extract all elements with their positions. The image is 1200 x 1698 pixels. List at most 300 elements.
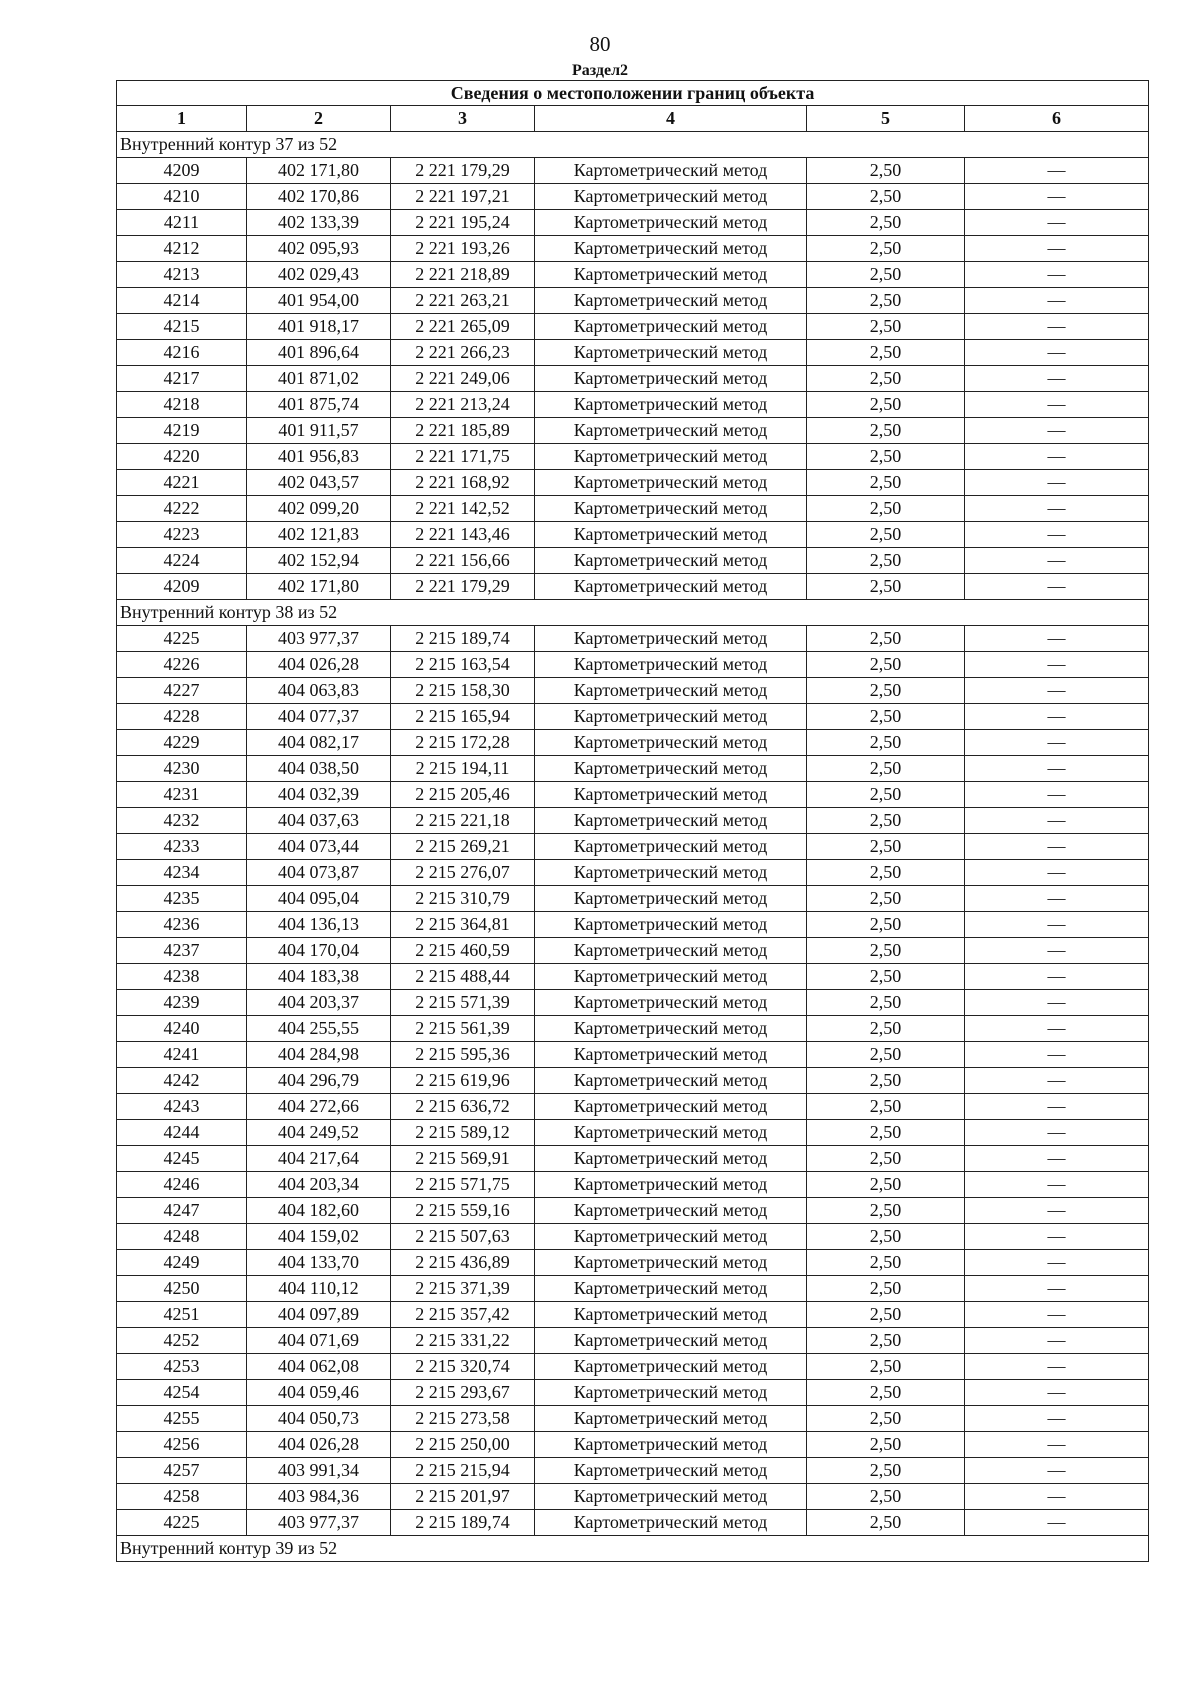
table-cell: 2,50 (807, 1120, 965, 1146)
table-cell: 2 221 266,23 (391, 340, 535, 366)
table-cell: Картометрический метод (535, 1432, 807, 1458)
table-cell: — (965, 808, 1149, 834)
table-cell: 4244 (117, 1120, 247, 1146)
table-cell: — (965, 938, 1149, 964)
table-cell: — (965, 1406, 1149, 1432)
table-row (117, 1068, 1149, 1094)
table-cell: 401 911,57 (247, 418, 391, 444)
contour-group-title: Внутренний контур 38 из 52 (117, 600, 1149, 626)
table-row (117, 1484, 1149, 1510)
table-cell: Картометрический метод (535, 444, 807, 470)
page-number: 80 (589, 32, 611, 56)
table-cell: 2 221 213,24 (391, 392, 535, 418)
table-cell: — (965, 184, 1149, 210)
table-cell: 401 875,74 (247, 392, 391, 418)
table-cell: Картометрический метод (535, 470, 807, 496)
table-cell: 2 215 172,28 (391, 730, 535, 756)
table-cell: Картометрический метод (535, 184, 807, 210)
table-cell: Картометрический метод (535, 678, 807, 704)
table-cell: — (965, 1380, 1149, 1406)
table-cell: 2,50 (807, 1276, 965, 1302)
table-caption-row (117, 81, 1149, 106)
table-cell: 2,50 (807, 236, 965, 262)
table-cell: 2 221 143,46 (391, 522, 535, 548)
table-cell: 4240 (117, 1016, 247, 1042)
table-cell: Картометрический метод (535, 1250, 807, 1276)
table-cell: 402 133,39 (247, 210, 391, 236)
table-cell: Картометрический метод (535, 1380, 807, 1406)
table-cell: 4223 (117, 522, 247, 548)
table-cell: 2,50 (807, 1016, 965, 1042)
table-cell: 4226 (117, 652, 247, 678)
table-cell: 2 215 364,81 (391, 912, 535, 938)
table-row (117, 886, 1149, 912)
table-cell: 4209 (117, 158, 247, 184)
table-cell: Картометрический метод (535, 392, 807, 418)
table-cell: 4246 (117, 1172, 247, 1198)
table-cell: 404 038,50 (247, 756, 391, 782)
table-cell: 2,50 (807, 158, 965, 184)
table-cell: 4228 (117, 704, 247, 730)
table-cell: 2,50 (807, 834, 965, 860)
table-cell: 2 221 265,09 (391, 314, 535, 340)
table-row (117, 1146, 1149, 1172)
table-cell: 4211 (117, 210, 247, 236)
table-cell: Картометрический метод (535, 1172, 807, 1198)
table-cell: — (965, 210, 1149, 236)
table-row (117, 678, 1149, 704)
table-cell: Картометрический метод (535, 626, 807, 652)
table-cell: 404 062,08 (247, 1354, 391, 1380)
table-cell: — (965, 990, 1149, 1016)
table-cell: — (965, 730, 1149, 756)
table-cell: 2 215 569,91 (391, 1146, 535, 1172)
table-row (117, 262, 1149, 288)
table-row (117, 1302, 1149, 1328)
table-cell: 404 037,63 (247, 808, 391, 834)
table-cell: — (965, 340, 1149, 366)
table-row (117, 1432, 1149, 1458)
table-cell: 2,50 (807, 964, 965, 990)
table-cell: Картометрический метод (535, 990, 807, 1016)
table-cell: Картометрический метод (535, 1484, 807, 1510)
table-cell: 403 977,37 (247, 626, 391, 652)
table-cell: — (965, 1328, 1149, 1354)
section-title: Раздел2 (571, 62, 629, 79)
table-cell: — (965, 886, 1149, 912)
table-row (117, 860, 1149, 886)
table-cell: Картометрический метод (535, 886, 807, 912)
table-row (117, 1016, 1149, 1042)
table-row (117, 782, 1149, 808)
table-cell: — (965, 1458, 1149, 1484)
table-cell: 4233 (117, 834, 247, 860)
table-cell: 4225 (117, 1510, 247, 1536)
table-cell: 2 215 436,89 (391, 1250, 535, 1276)
table-cell: — (965, 1354, 1149, 1380)
table-cell: Картометрический метод (535, 860, 807, 886)
table-cell: Картометрический метод (535, 522, 807, 548)
table-cell: 404 026,28 (247, 652, 391, 678)
table-cell: — (965, 964, 1149, 990)
table-cell: 4209 (117, 574, 247, 600)
table-cell: 4222 (117, 496, 247, 522)
table-row (117, 340, 1149, 366)
table-cell: — (965, 678, 1149, 704)
table-cell: 2 215 310,79 (391, 886, 535, 912)
column-number: 3 (391, 106, 535, 132)
table-row (117, 1120, 1149, 1146)
table-cell: 2,50 (807, 1250, 965, 1276)
table-cell: 2 215 189,74 (391, 1510, 535, 1536)
table-cell: 2 221 179,29 (391, 158, 535, 184)
table-cell: 4247 (117, 1198, 247, 1224)
table-cell: 2,50 (807, 1484, 965, 1510)
table-cell: 2 215 619,96 (391, 1068, 535, 1094)
table-cell: 404 059,46 (247, 1380, 391, 1406)
table-cell: — (965, 1224, 1149, 1250)
table-cell: 404 136,13 (247, 912, 391, 938)
table-cell: 2,50 (807, 574, 965, 600)
table-cell: — (965, 314, 1149, 340)
table-cell: 4229 (117, 730, 247, 756)
table-cell: — (965, 1016, 1149, 1042)
table-cell: 402 121,83 (247, 522, 391, 548)
table-cell: Картометрический метод (535, 340, 807, 366)
table-cell: 2 215 636,72 (391, 1094, 535, 1120)
table-cell: 404 159,02 (247, 1224, 391, 1250)
table-row (117, 1198, 1149, 1224)
contour-group-title: Внутренний контур 37 из 52 (117, 132, 1149, 158)
table-row (117, 1406, 1149, 1432)
table-cell: 4255 (117, 1406, 247, 1432)
table-cell: 2 215 460,59 (391, 938, 535, 964)
table-cell: 2,50 (807, 860, 965, 886)
table-cell: 404 073,44 (247, 834, 391, 860)
table-row (117, 652, 1149, 678)
table-cell: 4213 (117, 262, 247, 288)
table-cell: 2,50 (807, 938, 965, 964)
table-cell: 2 221 156,66 (391, 548, 535, 574)
table-row (117, 1250, 1149, 1276)
table-cell: 2 221 195,24 (391, 210, 535, 236)
table-row (117, 184, 1149, 210)
table-row (117, 808, 1149, 834)
table-cell: 4237 (117, 938, 247, 964)
table-row (117, 626, 1149, 652)
table-row (117, 964, 1149, 990)
table-cell: 2 215 331,22 (391, 1328, 535, 1354)
table-row (117, 418, 1149, 444)
table-cell: — (965, 1172, 1149, 1198)
table-row (117, 236, 1149, 262)
table-cell: Картометрический метод (535, 574, 807, 600)
table-cell: — (965, 1484, 1149, 1510)
table-cell: Картометрический метод (535, 548, 807, 574)
table-cell: 4232 (117, 808, 247, 834)
table-cell: 2 215 488,44 (391, 964, 535, 990)
table-row (117, 1224, 1149, 1250)
table-cell: 2,50 (807, 496, 965, 522)
table-cell: 4245 (117, 1146, 247, 1172)
table-cell: 2 221 193,26 (391, 236, 535, 262)
table-row (117, 1458, 1149, 1484)
table-cell: 2,50 (807, 1042, 965, 1068)
table-cell: — (965, 1120, 1149, 1146)
table-cell: 404 296,79 (247, 1068, 391, 1094)
table-cell: 4252 (117, 1328, 247, 1354)
table-row (117, 366, 1149, 392)
table-cell: 2,50 (807, 1302, 965, 1328)
table-cell: 4234 (117, 860, 247, 886)
table-cell: 4225 (117, 626, 247, 652)
table-cell: 2 215 163,54 (391, 652, 535, 678)
table-cell: 2 215 320,74 (391, 1354, 535, 1380)
table-cell: Картометрический метод (535, 730, 807, 756)
column-number: 2 (247, 106, 391, 132)
table-cell: 2 215 595,36 (391, 1042, 535, 1068)
table-cell: Картометрический метод (535, 912, 807, 938)
contour-group-title: Внутренний контур 39 из 52 (117, 1536, 1149, 1562)
table-cell: 2,50 (807, 990, 965, 1016)
table-cell: Картометрический метод (535, 288, 807, 314)
table-cell: 401 871,02 (247, 366, 391, 392)
table-cell: Картометрический метод (535, 1276, 807, 1302)
table-cell: 403 977,37 (247, 1510, 391, 1536)
table-row (117, 314, 1149, 340)
table-row (117, 288, 1149, 314)
table-cell: 401 954,00 (247, 288, 391, 314)
table-cell: 404 063,83 (247, 678, 391, 704)
table-cell: — (965, 236, 1149, 262)
table-cell: 2 215 194,11 (391, 756, 535, 782)
table-cell: — (965, 522, 1149, 548)
table-cell: — (965, 418, 1149, 444)
table-cell: — (965, 288, 1149, 314)
table-cell: 2 215 293,67 (391, 1380, 535, 1406)
table-cell: 2 215 250,00 (391, 1432, 535, 1458)
table-row (117, 470, 1149, 496)
table-cell: Картометрический метод (535, 366, 807, 392)
table-row (117, 210, 1149, 236)
table-cell: 2,50 (807, 1328, 965, 1354)
table-cell: — (965, 1198, 1149, 1224)
table-cell: 2 215 165,94 (391, 704, 535, 730)
table-cell: 404 182,60 (247, 1198, 391, 1224)
table-cell: 2,50 (807, 314, 965, 340)
table-cell: — (965, 158, 1149, 184)
table-cell: — (965, 1146, 1149, 1172)
table-cell: 4236 (117, 912, 247, 938)
table-cell: 2,50 (807, 652, 965, 678)
table-cell: Картометрический метод (535, 496, 807, 522)
table-cell: Картометрический метод (535, 938, 807, 964)
table-cell: Картометрический метод (535, 1510, 807, 1536)
table-cell: Картометрический метод (535, 210, 807, 236)
table-cell: 2,50 (807, 366, 965, 392)
table-cell: 2,50 (807, 1432, 965, 1458)
table-cell: 2,50 (807, 808, 965, 834)
table-row (117, 912, 1149, 938)
table-cell: 4210 (117, 184, 247, 210)
table-cell: 2,50 (807, 730, 965, 756)
table-cell: — (965, 626, 1149, 652)
table-cell: — (965, 1068, 1149, 1094)
contour-group-row (117, 132, 1149, 158)
table-row (117, 1510, 1149, 1536)
table-cell: 4219 (117, 418, 247, 444)
table-cell: 4239 (117, 990, 247, 1016)
table-cell: 2,50 (807, 1354, 965, 1380)
table-cell: 404 249,52 (247, 1120, 391, 1146)
table-cell: 404 217,64 (247, 1146, 391, 1172)
table-cell: 402 029,43 (247, 262, 391, 288)
table-cell: 4242 (117, 1068, 247, 1094)
table-cell: 4238 (117, 964, 247, 990)
table-cell: 4227 (117, 678, 247, 704)
table-cell: 4253 (117, 1354, 247, 1380)
table-cell: Картометрический метод (535, 964, 807, 990)
table-cell: 2 221 263,21 (391, 288, 535, 314)
table-row (117, 938, 1149, 964)
table-cell: 4248 (117, 1224, 247, 1250)
table-cell: 2 221 179,29 (391, 574, 535, 600)
table-cell: Картометрический метод (535, 1458, 807, 1484)
table-cell: 2,50 (807, 1094, 965, 1120)
table-row (117, 392, 1149, 418)
table-cell: 2 221 171,75 (391, 444, 535, 470)
table-row (117, 496, 1149, 522)
table-cell: 4231 (117, 782, 247, 808)
table-cell: 4215 (117, 314, 247, 340)
table-cell: — (965, 912, 1149, 938)
table-cell: 402 099,20 (247, 496, 391, 522)
table-row (117, 834, 1149, 860)
table-cell: 403 984,36 (247, 1484, 391, 1510)
table-cell: 4221 (117, 470, 247, 496)
table-cell: 2,50 (807, 1406, 965, 1432)
table-cell: 403 991,34 (247, 1458, 391, 1484)
table-cell: 4235 (117, 886, 247, 912)
table-cell: 2 221 197,21 (391, 184, 535, 210)
table-cell: 2 215 269,21 (391, 834, 535, 860)
table-cell: 4212 (117, 236, 247, 262)
table-cell: Картометрический метод (535, 158, 807, 184)
table-cell: 4217 (117, 366, 247, 392)
table-cell: — (965, 1302, 1149, 1328)
table-row (117, 548, 1149, 574)
table-cell: 4250 (117, 1276, 247, 1302)
table-row (117, 1172, 1149, 1198)
table-cell: 2,50 (807, 444, 965, 470)
table-cell: 2,50 (807, 678, 965, 704)
table-cell: 2 215 571,75 (391, 1172, 535, 1198)
table-cell: 404 077,37 (247, 704, 391, 730)
table-cell: 404 272,66 (247, 1094, 391, 1120)
table-cell: 402 152,94 (247, 548, 391, 574)
table-caption: Сведения о местоположении границ объекта (117, 81, 1149, 106)
table-row (117, 990, 1149, 1016)
table-cell: 402 171,80 (247, 158, 391, 184)
contour-group-row (117, 1536, 1149, 1562)
table-cell: 2,50 (807, 210, 965, 236)
table-cell: — (965, 574, 1149, 600)
boundary-table (116, 80, 1149, 1562)
table-cell: — (965, 756, 1149, 782)
table-cell: 2 215 371,39 (391, 1276, 535, 1302)
table-row (117, 1380, 1149, 1406)
table-cell: Картометрический метод (535, 1406, 807, 1432)
table-cell: 2,50 (807, 184, 965, 210)
table-cell: 4214 (117, 288, 247, 314)
table-cell: 2,50 (807, 418, 965, 444)
table-cell: — (965, 548, 1149, 574)
column-number: 5 (807, 106, 965, 132)
table-cell: — (965, 1250, 1149, 1276)
table-cell: 2,50 (807, 626, 965, 652)
table-cell: 404 050,73 (247, 1406, 391, 1432)
table-cell: Картометрический метод (535, 808, 807, 834)
table-cell: — (965, 652, 1149, 678)
contour-group-row (117, 600, 1149, 626)
table-cell: 404 110,12 (247, 1276, 391, 1302)
table-cell: 4254 (117, 1380, 247, 1406)
table-cell: 401 918,17 (247, 314, 391, 340)
table-cell: 404 071,69 (247, 1328, 391, 1354)
table-cell: 404 082,17 (247, 730, 391, 756)
table-cell: 2,50 (807, 1198, 965, 1224)
table-cell: 402 171,80 (247, 574, 391, 600)
table-cell: 2,50 (807, 1224, 965, 1250)
table-row (117, 1354, 1149, 1380)
table-cell: Картометрический метод (535, 1120, 807, 1146)
table-cell: 4257 (117, 1458, 247, 1484)
table-cell: Картометрический метод (535, 652, 807, 678)
table-cell: 404 032,39 (247, 782, 391, 808)
table-cell: 404 073,87 (247, 860, 391, 886)
table-row (117, 1276, 1149, 1302)
table-cell: 2 215 357,42 (391, 1302, 535, 1328)
table-cell: 2,50 (807, 262, 965, 288)
table-cell: Картометрический метод (535, 704, 807, 730)
table-row (117, 704, 1149, 730)
table-cell: 4224 (117, 548, 247, 574)
table-row (117, 574, 1149, 600)
table-cell: Картометрический метод (535, 1224, 807, 1250)
table-cell: 402 170,86 (247, 184, 391, 210)
table-cell: 2 221 249,06 (391, 366, 535, 392)
table-cell: Картометрический метод (535, 262, 807, 288)
table-cell: Картометрический метод (535, 236, 807, 262)
table-cell: 4220 (117, 444, 247, 470)
table-cell: 2 215 205,46 (391, 782, 535, 808)
table-cell: 2 215 273,58 (391, 1406, 535, 1432)
table-cell: — (965, 1042, 1149, 1068)
column-number: 4 (535, 106, 807, 132)
table-cell: 2,50 (807, 1510, 965, 1536)
table-cell: — (965, 496, 1149, 522)
table-cell: 2,50 (807, 1172, 965, 1198)
table-cell: 2,50 (807, 548, 965, 574)
table-cell: 402 095,93 (247, 236, 391, 262)
table-cell: — (965, 470, 1149, 496)
table-cell: 2,50 (807, 756, 965, 782)
column-number-row (117, 106, 1149, 132)
table-cell: 2 215 559,16 (391, 1198, 535, 1224)
table-cell: 404 095,04 (247, 886, 391, 912)
table-cell: 2 215 276,07 (391, 860, 535, 886)
table-cell: Картометрический метод (535, 1016, 807, 1042)
